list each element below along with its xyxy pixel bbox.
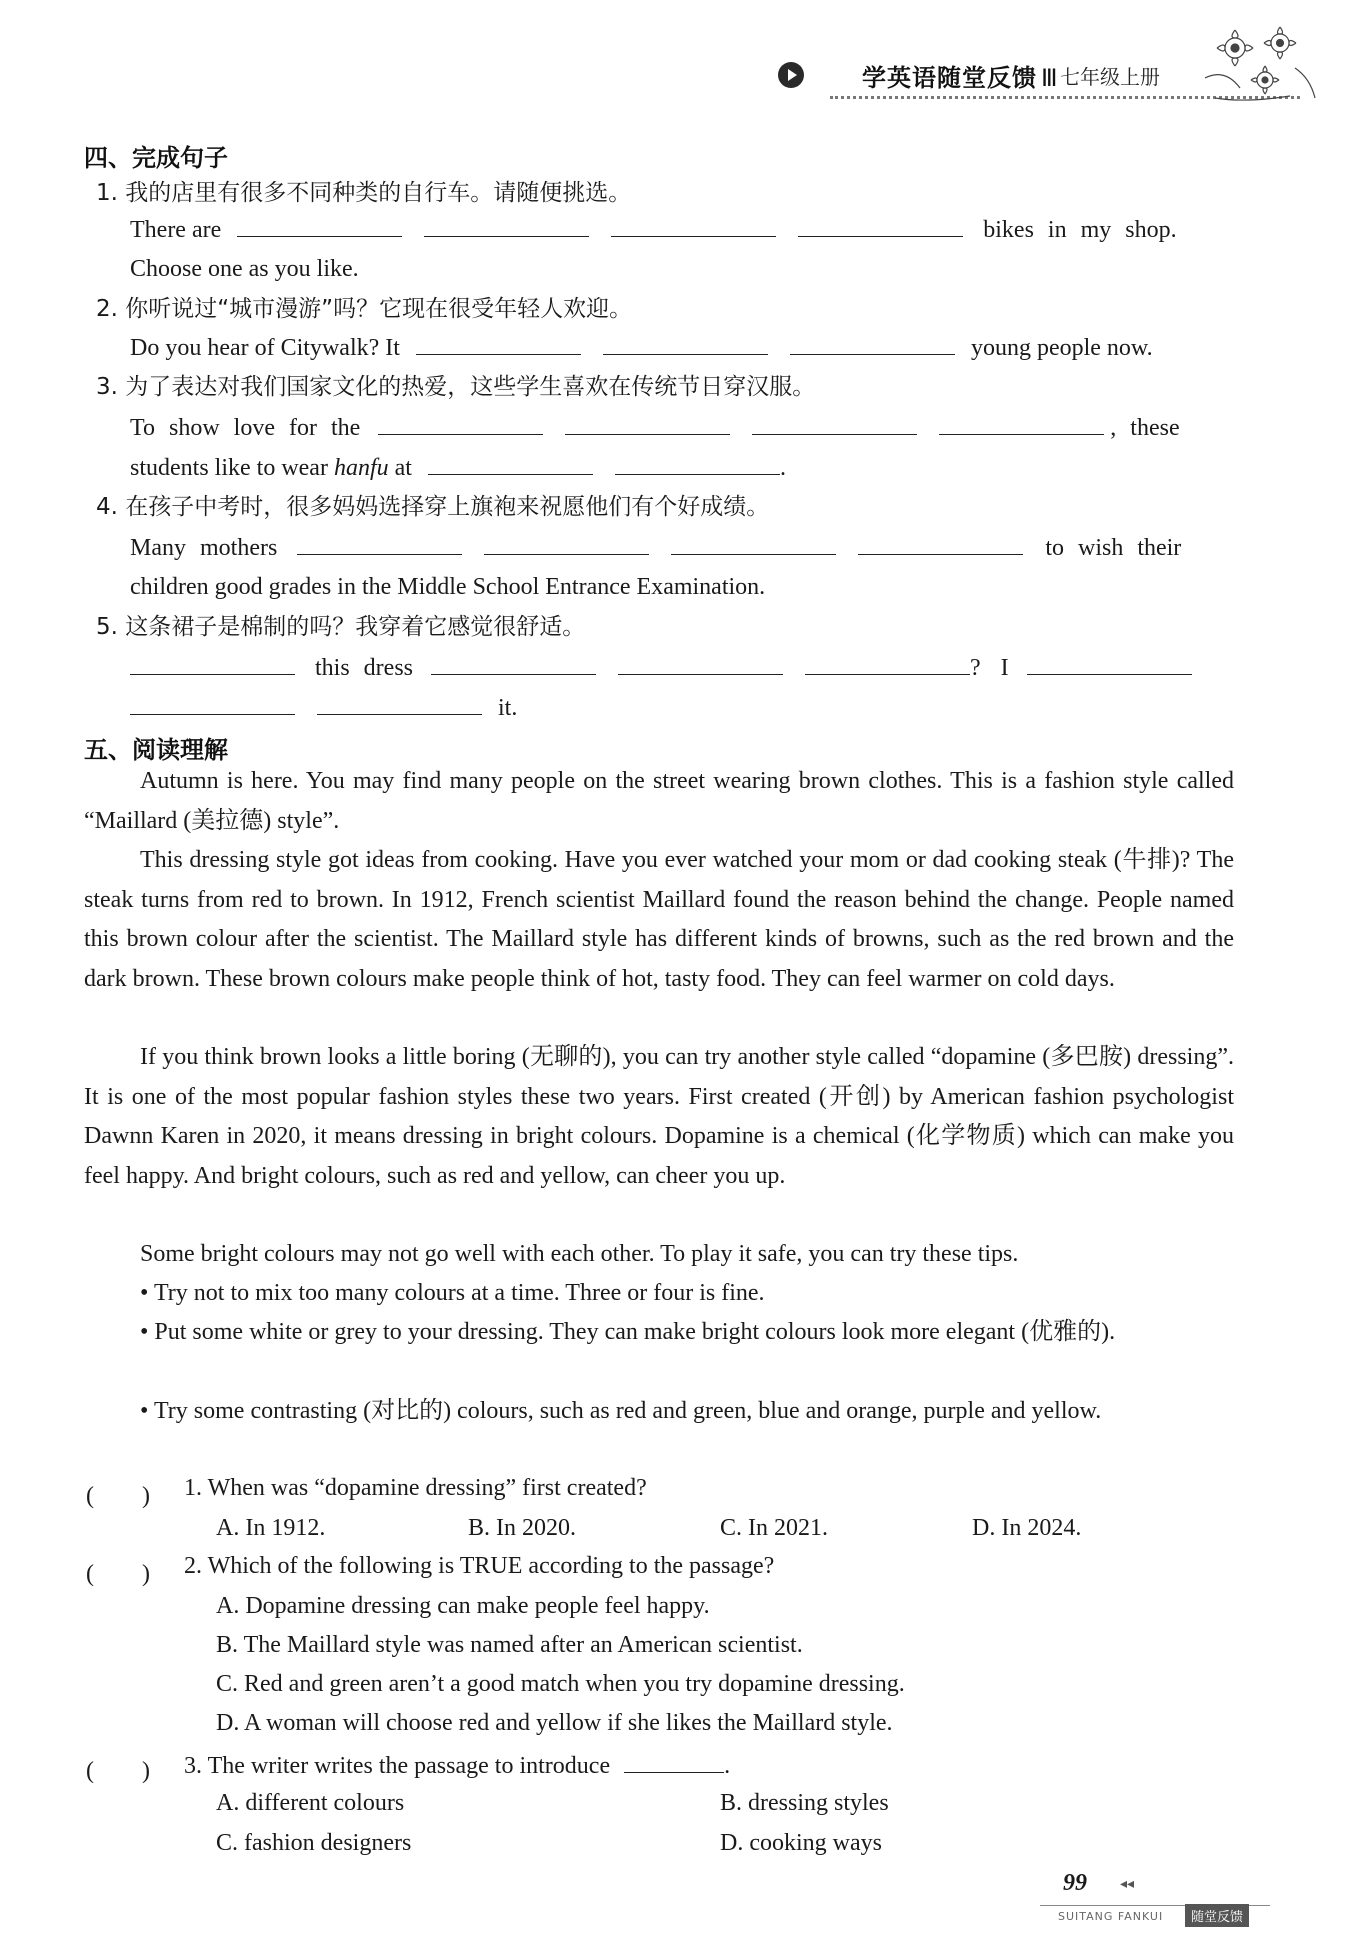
footer-english-label: SUITANG FANKUI <box>1058 1910 1164 1923</box>
q4-blank-3[interactable] <box>671 532 836 555</box>
reading-question-1: 1. When was “dopamine dressing” first created? <box>184 1475 647 1501</box>
footer-badge: 随堂反馈 <box>1185 1904 1249 1927</box>
question-2-english <box>130 332 1153 363</box>
q3-hanfu: hanfu <box>333 455 389 481</box>
question-1-chinese: 1. 我的店里有很多不同种类的自行车。请随便挑选。 <box>96 180 632 206</box>
q1-second-line: Choose one as you like. <box>130 256 359 282</box>
passage-tip-1: • Try not to mix too many colours at a time. Three or four is fine. <box>140 1280 765 1306</box>
reading-question-2: 2. Which of the following is TRUE according to the passage? <box>184 1553 775 1579</box>
grade-label: 七年级上册 <box>1060 65 1160 89</box>
question-2-chinese: 2. 你听说过“城市漫游”吗？它现在很受年轻人欢迎。 <box>96 296 633 322</box>
q3-option-b[interactable]: B. dressing styles <box>720 1790 889 1816</box>
q1-option-a[interactable]: A. In 1912. <box>216 1515 326 1541</box>
q1-blank-1[interactable] <box>237 214 402 237</box>
question-4-chinese: 4. 在孩子中考时，很多妈妈选择穿上旗袍来祝愿他们有个好成绩。 <box>96 494 770 520</box>
q1-blank-2[interactable] <box>424 214 589 237</box>
q5-question-mark: ? I <box>970 655 1009 681</box>
passage-tip-3: • Try some contrasting (对比的) colours, such as red and green, blue and orange, purple and yellow. <box>140 1398 1102 1424</box>
q2-option-a[interactable]: A. Dopamine dressing can make people feel happy. <box>216 1593 710 1619</box>
question-5-chinese: 5. 这条裙子是棉制的吗？我穿着它感觉很舒适。 <box>96 614 586 640</box>
q3-option-c[interactable]: C. fashion designers <box>216 1830 412 1856</box>
q4-prompt: Many mothers <box>130 535 278 561</box>
q1-option-b[interactable]: B. In 2020. <box>468 1515 576 1541</box>
q2-prompt: Do you hear of Citywalk? It <box>130 335 400 361</box>
q5-blank-6[interactable] <box>130 692 295 715</box>
q5-blank-7[interactable] <box>317 692 482 715</box>
q5-second-line <box>130 692 517 723</box>
section-title-reading: 五、阅读理解 <box>84 736 228 764</box>
q4-second-line: children good grades in the Middle School Entrance Examination. <box>130 574 766 600</box>
q4-blank-1[interactable] <box>297 532 462 555</box>
q3-line2-text: students like to wear <box>130 455 328 481</box>
q3-at: at <box>394 455 412 481</box>
q3-comma: , these <box>1110 415 1180 441</box>
reading-question-3 <box>184 1750 730 1780</box>
question-4-english <box>130 532 1181 563</box>
q2-option-c[interactable]: C. Red and green aren’t a good match when you try dopamine dressing. <box>216 1671 905 1697</box>
question-5-english <box>130 652 1192 683</box>
q3-blank-6[interactable] <box>615 452 780 475</box>
q3-second-line <box>130 452 786 483</box>
q3-blank-3[interactable] <box>752 412 917 435</box>
q3-blank-2[interactable] <box>565 412 730 435</box>
q1-prompt: There are <box>130 217 222 243</box>
passage-paragraph-2: This dressing style got ideas from cooking. Have you ever watched your mom or dad cooking steak (牛排)? The steak turns from red to brown. In 1912, French scientist Maillard found the reason behind the change. People named this brown colour after the scientist. The Maillard style has different kinds of browns, such as the red brown and the dark brown. These brown colours make people think of hot, tasty food. They can feel warmer on cold days. <box>84 847 1234 992</box>
q1-ending: bikes in my shop. <box>983 217 1177 243</box>
q3-option-a[interactable]: A. different colours <box>216 1790 405 1816</box>
q3-stem-blank[interactable] <box>624 1750 724 1773</box>
q4-blank-4[interactable] <box>858 532 1023 555</box>
q1-blank-3[interactable] <box>611 214 776 237</box>
answer-bracket-1[interactable]: ( ) <box>86 1483 150 1509</box>
q2-blank-1[interactable] <box>416 332 581 355</box>
q2-blank-3[interactable] <box>790 332 955 355</box>
q2-ending: young people now. <box>970 335 1153 361</box>
q3-blank-4[interactable] <box>939 412 1104 435</box>
page-number: 99 <box>1063 1870 1087 1896</box>
q5-blank-5[interactable] <box>1027 652 1192 675</box>
answer-bracket-3[interactable]: ( ) <box>86 1758 150 1784</box>
title-separator: Ⅲ <box>1041 64 1059 92</box>
q1-option-c[interactable]: C. In 2021. <box>720 1515 828 1541</box>
q5-blank-4[interactable] <box>805 652 970 675</box>
q1-blank-4[interactable] <box>798 214 963 237</box>
question-1-english <box>130 214 1177 245</box>
q3-stem-text: 3. The writer writes the passage to introduce <box>184 1753 611 1779</box>
q3-blank-5[interactable] <box>428 452 593 475</box>
q4-blank-2[interactable] <box>484 532 649 555</box>
q3-period: . <box>779 455 786 481</box>
passage-paragraph-3: If you think brown looks a little boring (无聊的), you can try another style called “dopamine (多巴胺) dressing”. It is one of the most popular fashion styles these two years. First created (开创) by American fashion psychologist Dawnn Karen in 2020, it means dressing in bright colours. Dopamine is a chemical (化学物质) which can make you feel happy. And bright colours, such as red and yellow, can cheer you up. <box>84 1044 1234 1189</box>
question-3-english <box>130 412 1180 443</box>
passage-tip-2: • Put some white or grey to your dressing. They can make bright colours look more elegant (优雅的). <box>140 1319 1116 1345</box>
q5-middle: this dress <box>315 655 413 681</box>
q5-blank-1[interactable] <box>130 652 295 675</box>
q1-option-d[interactable]: D. In 2024. <box>972 1515 1082 1541</box>
section-title-complete-sentences: 四、完成句子 <box>84 144 228 172</box>
answer-bracket-2[interactable]: ( ) <box>86 1561 150 1587</box>
q3-prompt: To show love for the <box>130 415 361 441</box>
q5-blank-2[interactable] <box>431 652 596 675</box>
q2-option-b[interactable]: B. The Maillard style was named after an American scientist. <box>216 1632 803 1658</box>
q5-blank-3[interactable] <box>618 652 783 675</box>
play-icon <box>778 62 804 88</box>
q5-ending: it. <box>498 695 518 721</box>
passage-paragraph-4: Some bright colours may not go well with each other. To play it safe, you can try these tips. <box>140 1241 1019 1267</box>
q3-stem-period: . <box>724 1753 731 1779</box>
passage-paragraph-1: Autumn is here. You may find many people on the street wearing brown clothes. This is a fashion style called “Maillard (美拉德) style”. <box>84 768 1234 834</box>
q2-option-d[interactable]: D. A woman will choose red and yellow if she likes the Maillard style. <box>216 1710 893 1736</box>
q3-blank-1[interactable] <box>378 412 543 435</box>
question-3-chinese: 3. 为了表达对我们国家文化的热爱，这些学生喜欢在传统节日穿汉服。 <box>96 374 816 400</box>
q2-blank-2[interactable] <box>603 332 768 355</box>
book-title: 学英语随堂反馈 Ⅲ <box>862 64 1059 92</box>
q3-option-d[interactable]: D. cooking ways <box>720 1830 882 1856</box>
flower-decoration-icon <box>1195 18 1325 108</box>
back-arrows-icon: ◂◂ <box>1120 1876 1135 1892</box>
q4-ending: to wish their <box>1045 535 1182 561</box>
